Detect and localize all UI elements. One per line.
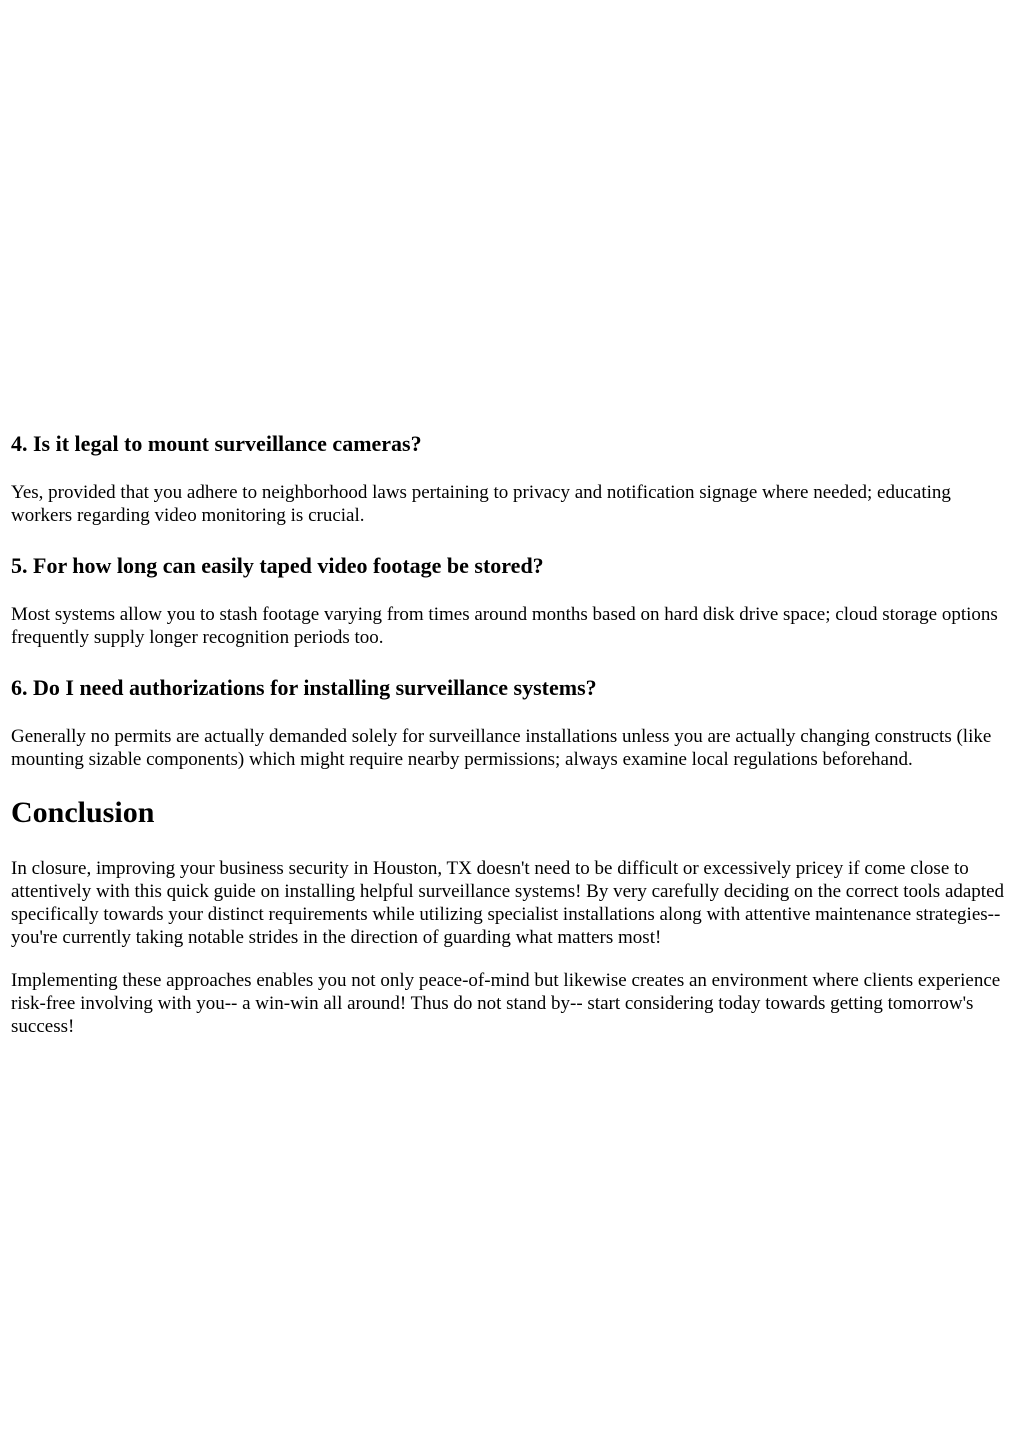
faq-answer-6: Generally no permits are actually demanded solely for surveillance installations unless you are actually changing constructs (like mounting sizable components) which might require nearby permissions; always examine local regulations beforehand. — [11, 726, 992, 770]
faq-question-6: 6. Do I need authorizations for installing surveillance systems? — [11, 675, 597, 700]
faq-question-5: 5. For how long can easily taped video footage be stored? — [11, 553, 544, 578]
article-content — [11, 431, 1011, 1038]
conclusion-paragraph-1: In closure, improving your business security in Houston, TX doesn't need to be difficult or excessively pricey if come close to attentively with this quick guide on installing helpful surveillance systems! By very carefully deciding on the correct tools adapted specifically towards your distinct requirements while utilizing specialist installations along with attentive maintenance strategies-- you're currently taking notable strides in the direction of guarding what matters most! — [11, 858, 1005, 948]
conclusion-heading: Conclusion — [11, 796, 155, 829]
faq-question-4: 4. Is it legal to mount surveillance cameras? — [11, 431, 422, 456]
conclusion-paragraph-2: Implementing these approaches enables you not only peace-of-mind but likewise creates an environment where clients experience risk-free involving with you-- a win-win all around! Thus do not stand by-- start considering today towards getting tomorrow's success! — [11, 970, 1001, 1037]
faq-answer-5: Most systems allow you to stash footage varying from times around months based on hard disk drive space; cloud storage options frequently supply longer recognition periods too. — [11, 604, 998, 648]
faq-answer-4: Yes, provided that you adhere to neighborhood laws pertaining to privacy and notification signage where needed; educating workers regarding video monitoring is crucial. — [11, 482, 951, 526]
